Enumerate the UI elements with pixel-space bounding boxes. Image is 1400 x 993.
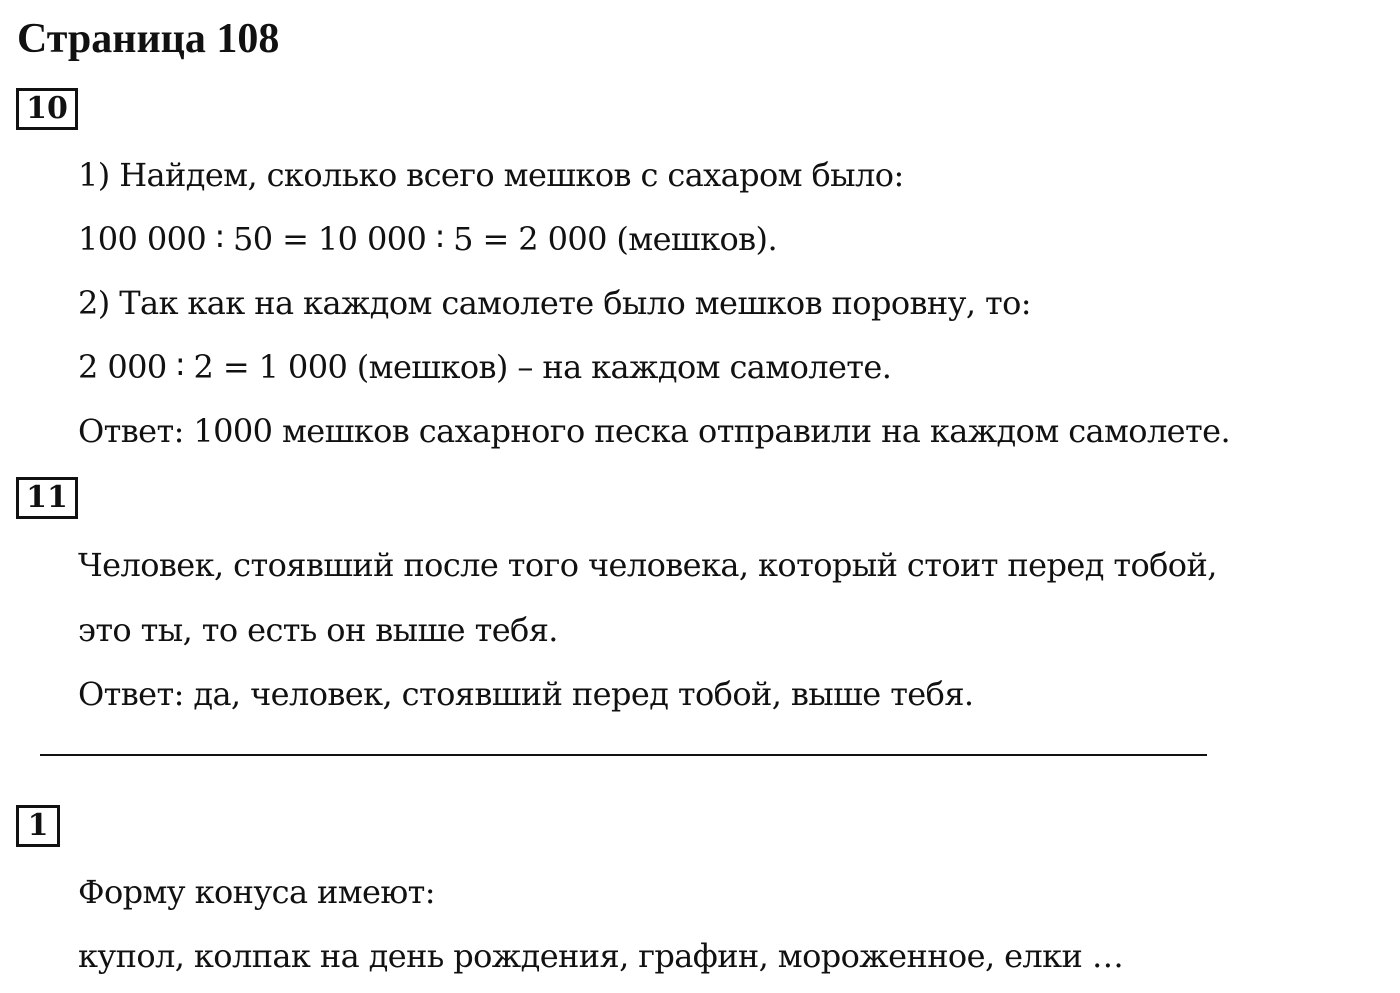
task-line: это ты, то есть он выше тебя. <box>78 611 558 649</box>
task-line: купол, колпак на день рождения, графин, мороженное, елки … <box>78 937 1124 975</box>
task-answer: Ответ: да, человек, стоявший перед тобой, выше тебя. <box>78 675 974 713</box>
task-answer: Ответ: 1000 мешков сахарного песка отправили на каждом самолете. <box>78 412 1231 450</box>
task-line: Форму конуса имеют: <box>78 873 435 911</box>
task-number-box: 1 <box>16 805 60 847</box>
task-line: 1) Найдем, сколько всего мешков с сахаром было: <box>78 156 904 194</box>
task-line: 100 000 ∶ 50 = 10 000 ∶ 5 = 2 000 (мешков). <box>78 220 778 258</box>
page-title: Страница 108 <box>17 16 280 62</box>
task-line: 2) Так как на каждом самолете было мешков поровну, то: <box>78 284 1031 322</box>
task-number-box: 11 <box>16 477 78 519</box>
task-line: 2 000 ∶ 2 = 1 000 (мешков) – на каждом самолете. <box>78 348 892 386</box>
section-divider <box>40 754 1207 756</box>
task-number-box: 10 <box>16 88 78 130</box>
task-line: Человек, стоявший после того человека, который стоит перед тобой, <box>78 546 1217 584</box>
